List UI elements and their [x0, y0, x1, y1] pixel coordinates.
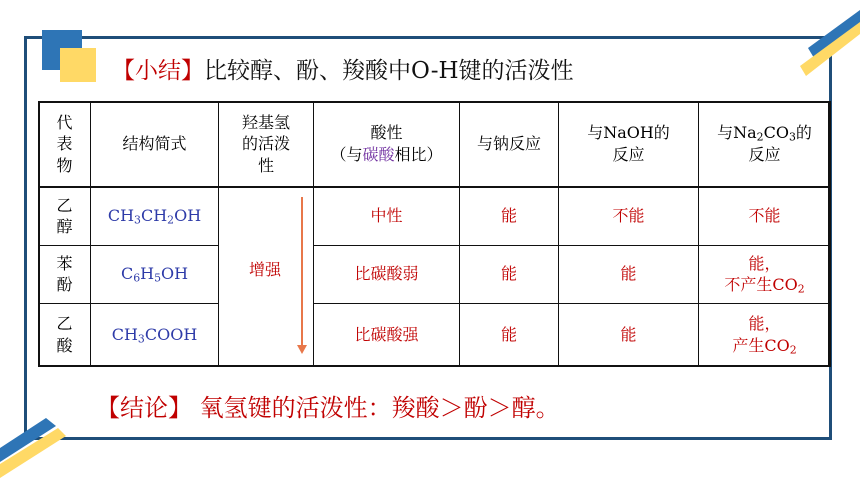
decor-stripes-bottom-left — [0, 418, 70, 484]
row-name: 乙 醇 — [39, 187, 91, 245]
header-naoh: 与NaOH的 反应 — [559, 102, 699, 187]
acidity-value: 比碳酸强 — [314, 303, 460, 366]
decor-yellow-square — [60, 48, 96, 82]
table-row-ethanol — [39, 187, 831, 245]
table-row-phenol — [39, 245, 831, 303]
formula-phenol: $C_6H_5OH$ — [91, 245, 219, 303]
summary-label: 【小结】 — [112, 58, 204, 84]
naoh-value: 不能 — [559, 187, 699, 245]
table-header-row — [39, 102, 831, 187]
sodium-value: 能 — [460, 303, 559, 366]
sodium-value: 能 — [460, 245, 559, 303]
header-na2co3: 与$Na_2CO_3$的 反应 — [699, 102, 831, 187]
naoh-value: 能 — [559, 245, 699, 303]
header-sodium: 与钠反应 — [460, 102, 559, 187]
header-representative: 代 表 物 — [39, 102, 91, 187]
formula-ethanol: $CH_3CH_2OH$ — [91, 187, 219, 245]
trend-label: 增强 — [249, 259, 282, 279]
decor-stripes-top-right — [770, 0, 860, 90]
carbonic-acid-word: 碳酸 — [362, 144, 395, 164]
header-oh-activity: 羟基氢 的活泼 性 — [219, 102, 314, 187]
sodium-value: 能 — [460, 187, 559, 245]
title-text: 比较醇、酚、羧酸中O-H键的活泼性 — [204, 58, 574, 84]
row-name: 乙 酸 — [39, 303, 91, 366]
table-row-acetic-acid — [39, 303, 831, 366]
conclusion-text: 氧氢键的活泼性：羧酸＞酚＞醇。 — [199, 394, 560, 422]
conclusion — [96, 388, 560, 423]
slide-title — [112, 52, 574, 85]
oh-activity-trend-cell — [219, 187, 314, 367]
comparison-table — [38, 101, 831, 367]
header-acidity: 酸性 （与碳酸相比） — [314, 102, 460, 187]
header-structure: 结构简式 — [91, 102, 219, 187]
na2co3-value: 不能 — [699, 187, 831, 245]
acidity-value: 中性 — [314, 187, 460, 245]
na2co3-value: 能， 不产生$CO_2$ — [699, 245, 831, 303]
trend-arrow — [301, 197, 303, 347]
row-name: 苯 酚 — [39, 245, 91, 303]
conclusion-label: 【结论】 — [96, 394, 192, 422]
acidity-value: 比碳酸弱 — [314, 245, 460, 303]
na2co3-value: 能， 产生$CO_2$ — [699, 303, 831, 366]
trend-arrow-head — [297, 345, 307, 354]
naoh-value: 能 — [559, 303, 699, 366]
formula-acetic-acid: $CH_3COOH$ — [91, 303, 219, 366]
